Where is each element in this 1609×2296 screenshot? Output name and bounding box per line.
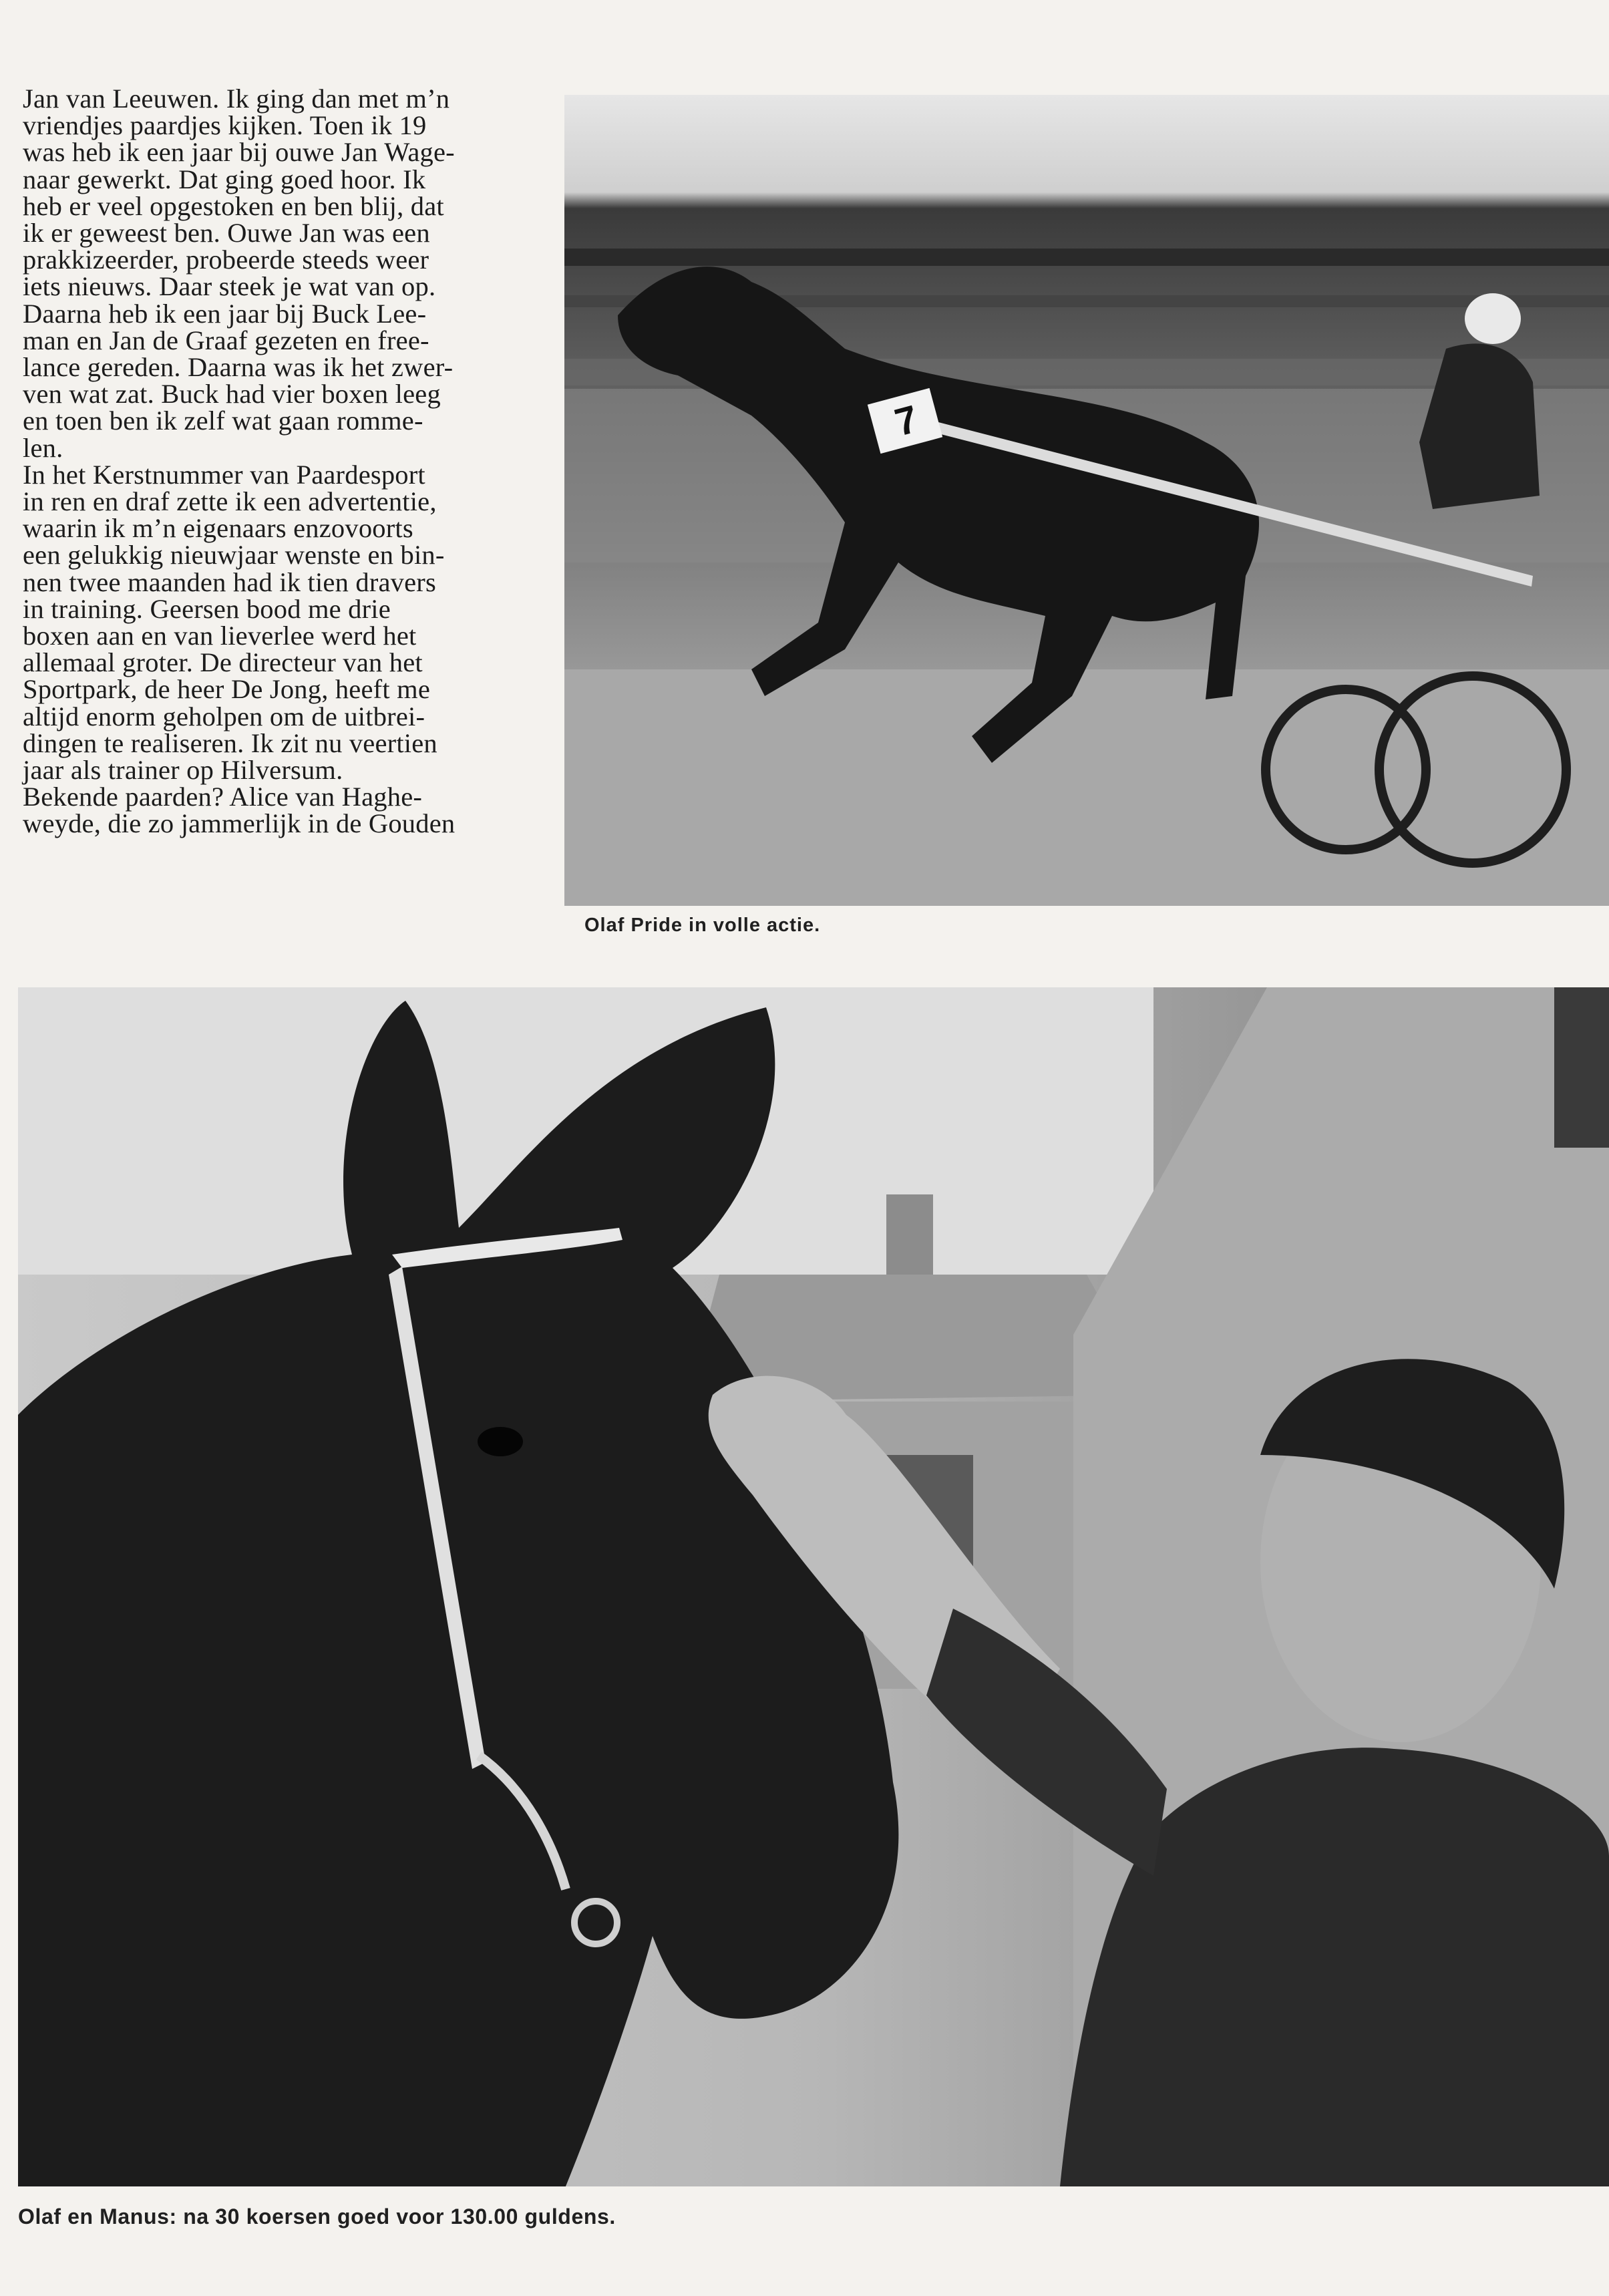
article-line: allemaal groter. De directeur van het (23, 647, 423, 678)
article-line: waarin ik m’n eigenaars enzovoorts (23, 513, 413, 544)
article-line: in training. Geersen bood me drie (23, 593, 391, 624)
article-line: dingen te realiseren. Ik zit nu veertien (23, 727, 437, 758)
article-line: prakkizeerder, probeerde steeds weer (23, 244, 429, 275)
caption-trotting-horse: Olaf Pride in volle actie. (584, 915, 821, 936)
article-line: Jan van Leeuwen. Ik ging dan met m’n (23, 84, 450, 114)
article-line: naar gewerkt. Dat ging goed hoor. Ik (23, 164, 426, 194)
article-line: boxen aan en van lieverlee werd het (23, 621, 417, 651)
photo-man-and-horse-image (18, 987, 1609, 2186)
photo-man-and-horse (18, 987, 1609, 2186)
article-line: was heb ik een jaar bij ouwe Jan Wage- (23, 137, 455, 168)
article-line: man en Jan de Graaf gezeten en free- (23, 325, 429, 355)
photo-trotting-horse-image (564, 95, 1609, 906)
article-line: ven wat zat. Buck had vier boxen leeg (23, 379, 441, 409)
photo-trotting-horse (564, 95, 1609, 906)
article-line: in ren en draf zette ik een advertentie, (23, 486, 437, 517)
article-text-column (23, 86, 537, 838)
article-line: Daarna heb ik een jaar bij Buck Lee- (23, 298, 427, 329)
article-line: een gelukkig nieuwjaar wenste en bin- (23, 540, 445, 570)
caption-man-and-horse: Olaf en Manus: na 30 koersen goed voor 130.00 guldens. (18, 2204, 616, 2229)
number-plate-text: 7 (890, 397, 923, 445)
article-line: Bekende paarden? Alice van Haghe- (23, 782, 423, 812)
article-line: en toen ben ik zelf wat gaan romme- (23, 405, 423, 436)
article-line: Sportpark, de heer De Jong, heeft me (23, 674, 430, 705)
article-line: ik er geweest ben. Ouwe Jan was een (23, 218, 430, 249)
article-line: weyde, die zo jammerlijk in de Gouden (23, 808, 456, 839)
article-line: lance gereden. Daarna was ik het zwer- (23, 352, 454, 383)
article-line: In het Kerstnummer van Paardesport (23, 459, 425, 490)
article-line: nen twee maanden had ik tien dravers (23, 566, 436, 597)
article-line: len. (23, 432, 63, 463)
article-line: altijd enorm geholpen om de uitbrei- (23, 701, 425, 731)
article-line: jaar als trainer op Hilversum. (23, 755, 343, 786)
article-line: iets nieuws. Daar steek je wat van op. (23, 271, 436, 302)
article-line: vriendjes paardjes kijken. Toen ik 19 (23, 110, 427, 141)
article-line: heb er veel opgestoken en ben blij, dat (23, 190, 444, 221)
